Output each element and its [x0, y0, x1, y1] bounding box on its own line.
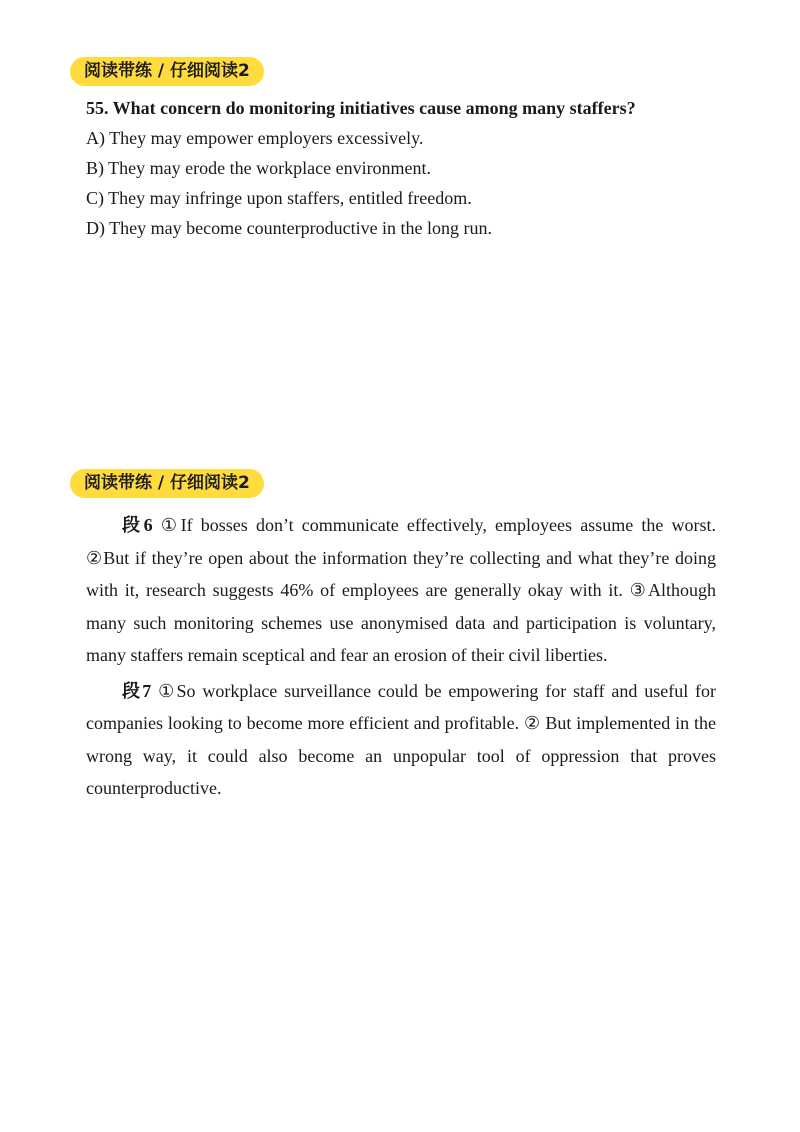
paragraph-7 [86, 675, 716, 805]
question-block [86, 96, 726, 246]
paragraph-text: ①So workplace surveillance could be empowering for staff and useful for companies looking to become more efficient and profitable. ② But implemented in the wrong way, it could also become an unpopular tool of oppression that proves counterproductive. [86, 680, 716, 798]
question-stem: 55. What concern do monitoring initiatives cause among many staffers? [86, 98, 636, 118]
paragraph-text: ①If bosses don’t communicate effectively, employees assume the worst. ②But if they’re open about the information they’re collecting and what they’re doing with it, research suggests 46% of employees are generally okay with it. ③Although many such monitoring schemes use anonymised data and participation is voluntary, many staffers remain sceptical and fear an erosion of their civil liberties. [86, 515, 717, 665]
section-tag: 阅读带练 / 仔细阅读2 [70, 469, 264, 498]
option-a: A) They may empower employers excessively. [86, 128, 424, 148]
option-c: C) They may infringe upon staffers, entitled freedom. [86, 188, 472, 208]
paragraph-6 [86, 509, 716, 672]
passage-block [86, 509, 716, 808]
paragraph-label: 段6 [122, 515, 153, 535]
option-b: B) They may erode the workplace environment. [86, 158, 432, 178]
section-tag: 阅读带练 / 仔细阅读2 [70, 57, 264, 86]
paragraph-label: 段7 [122, 680, 152, 701]
option-d: D) They may become counterproductive in the long run. [86, 218, 493, 238]
